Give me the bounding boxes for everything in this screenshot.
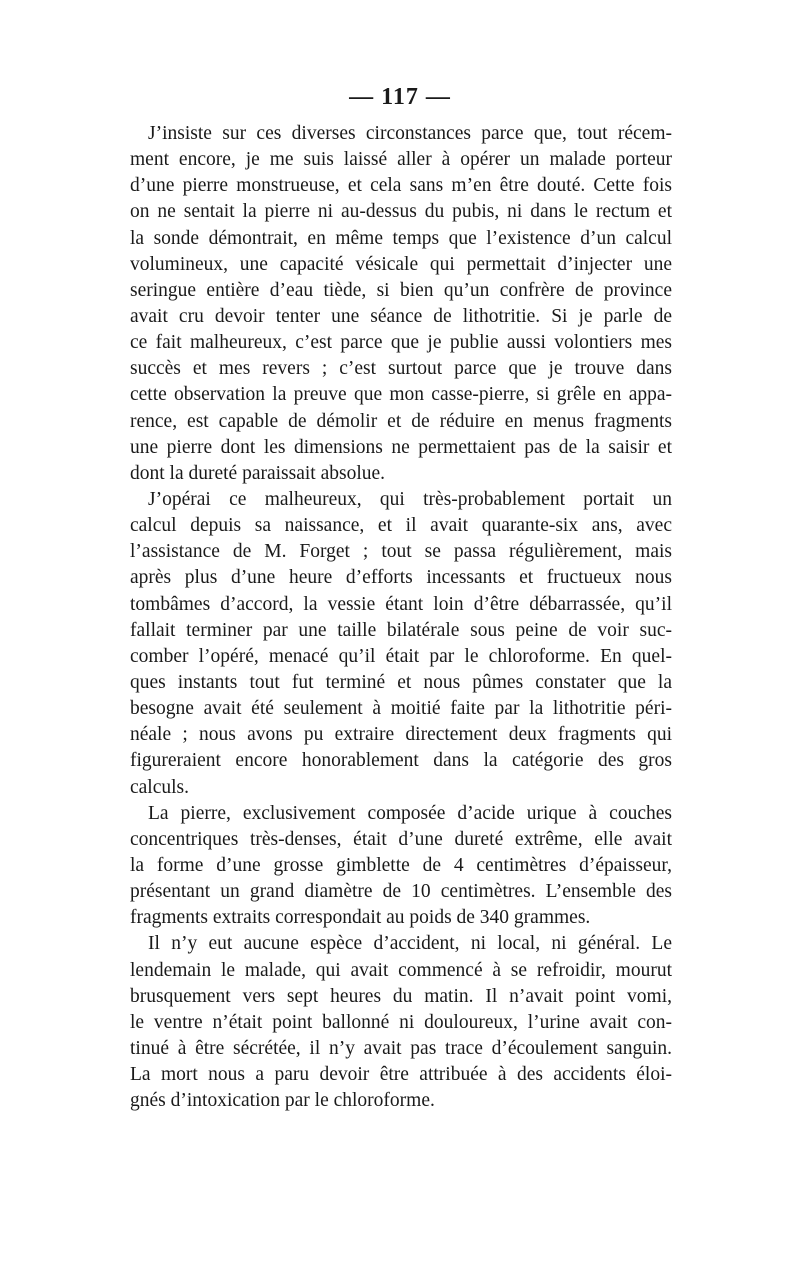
text-line: la forme d’une grosse gimblette de 4 centimètres d’épaisseur, [130,854,672,876]
text-line: volumineux, une capacité vésicale qui permettait d’injecter une [130,253,672,275]
text-line: cette observation la preuve que mon casse-pierre, si grêle en appa- [130,384,672,406]
text-line: l’assistance de M. Forget ; tout se passa régulièrement, mais [130,541,672,563]
paragraph [130,487,672,801]
text-line: ques instants tout fut terminé et nous pûmes constater que la [130,671,672,693]
text-line: La mort nous a paru devoir être attribuée à des accidents éloi- [130,1064,672,1086]
text-line: calcul depuis sa naissance, et il avait quarante-six ans, avec [130,515,672,537]
text-line: besogne avait été seulement à moitié faite par la lithotritie péri- [130,698,672,720]
text-line: rence, est capable de démolir et de réduire en menus fragments [130,410,672,432]
text-line: avait cru devoir tenter une séance de lithotritie. Si je parle de [130,305,672,327]
text-line: après plus d’une heure d’efforts incessants et fructueux nous [130,567,672,589]
text-line: comber l’opéré, menacé qu’il était par le chloroforme. En quel- [130,645,672,667]
text-line: Il n’y eut aucune espèce d’accident, ni local, ni général. Le [148,933,672,955]
text-line: J’opérai ce malheureux, qui très-probablement portait un [148,488,672,510]
text-line: calculs. [130,776,190,798]
paragraph [130,801,672,932]
text-line: concentriques très-denses, était d’une dureté extrême, elle avait [130,828,672,850]
text-line: présentant un grand diamètre de 10 centimètres. L’ensemble des [130,881,672,903]
paragraph [130,931,672,1114]
text-line: néale ; nous avons pu extraire directement deux fragments qui [130,724,672,746]
text-line: brusquement vers sept heures du matin. Il n’avait point vomi, [130,985,672,1007]
text-line: la sonde démontrait, en même temps que l’existence d’un calcul [130,227,672,249]
text-line: seringue entière d’eau tiède, si bien qu’un confrère de province [130,279,672,301]
text-line: figureraient encore honorablement dans la catégorie des gros [130,750,672,772]
text-line: J’insiste sur ces diverses circonstances parce que, tout récem- [148,123,672,144]
page-number: — 117 — [349,84,451,110]
text-line: La pierre, exclusivement composée d’acide urique à couches [148,802,672,824]
text-line: succès et mes revers ; c’est surtout parce que je trouve dans [130,358,672,380]
text-line: d’une pierre monstrueuse, et cela sans m’en être douté. Cette fois [130,175,672,197]
text-line: fragments extraits correspondait au poids de 340 grammes. [130,907,591,929]
body-text [130,121,672,1114]
text-line: tinué à être sécrétée, il n’y avait pas trace d’écoulement sanguin. [130,1037,672,1059]
text-line: on ne sentait la pierre ni au-dessus du pubis, ni dans le rectum et [130,201,672,223]
text-line: ce fait malheureux, c’est parce que je publie aussi volontiers mes [130,332,672,354]
paragraph [130,121,672,487]
text-line: lendemain le malade, qui avait commencé à se refroidir, mourut [130,959,672,981]
text-line: gnés d’intoxication par le chloroforme. [130,1090,435,1112]
text-line: dont la dureté paraissait absolue. [130,462,386,484]
text-line: fallait terminer par une taille bilatérale sous peine de voir suc- [130,619,672,641]
text-line: ment encore, je me suis laissé aller à opérer un malade porteur [130,149,672,171]
text-line: une pierre dont les dimensions ne permettaient pas de la saisir et [130,436,672,458]
text-line: le ventre n’était point ballonné ni douloureux, l’urine avait con- [130,1011,672,1033]
text-line: tombâmes d’accord, la vessie étant loin d’être débarrassée, qu’il [130,593,672,615]
